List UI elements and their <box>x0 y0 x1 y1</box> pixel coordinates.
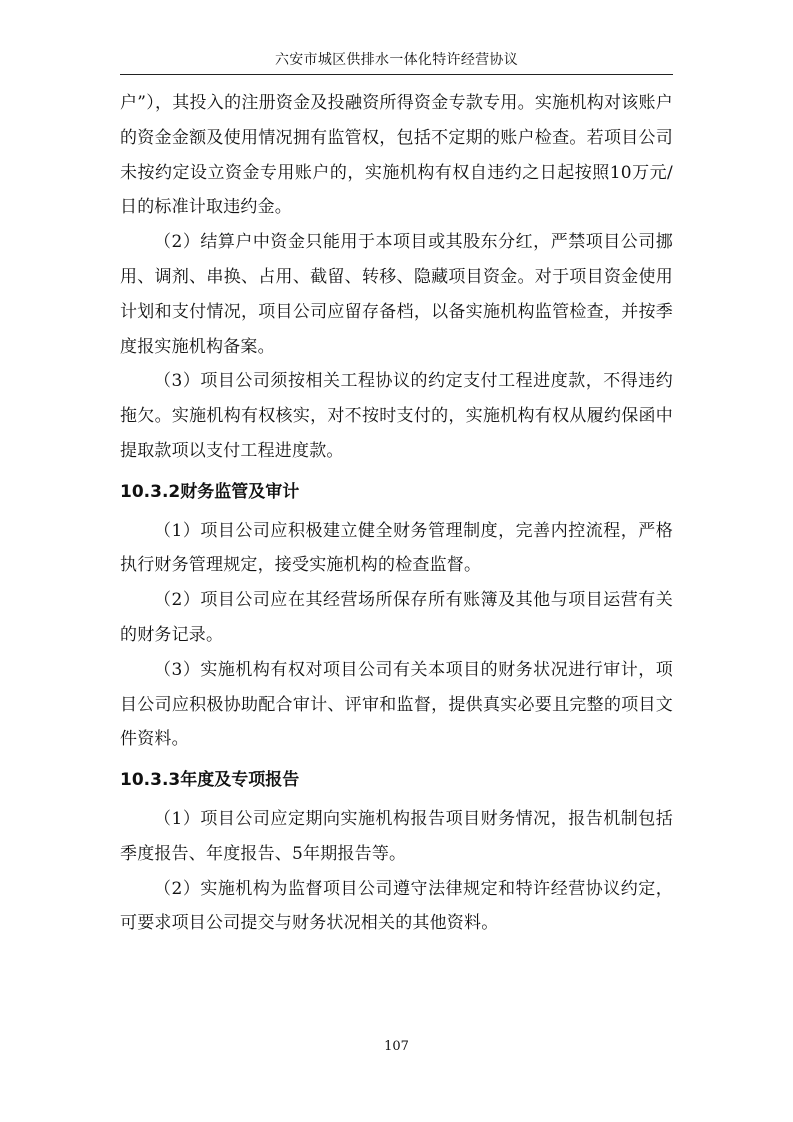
section-heading-10-3-2: 10.3.2财务监管及审计 <box>120 481 300 502</box>
paragraph-item-3-audit: （3）实施机构有权对项目公司有关本项目的财务状况进行审计，项目公司应积极协助配合审计、评审和监督，提供真实必要且完整的项目文件资料。 <box>120 659 673 750</box>
paragraph-item-2-settlement-account: （2）结算户中资金只能用于本项目或其股东分红，严禁项目公司挪用、调剂、串换、占用、截留、转移、隐藏项目资金。对于项目资金使用计划和支付情况，项目公司应留存备档，以备实施机构监管检查，并按季度报实施机构备案。 <box>120 232 673 357</box>
paragraph-item-1-financial-system: （1）项目公司应积极建立健全财务管理制度，完善内控流程，严格执行财务管理规定，接受实施机构的检查监督。 <box>120 520 673 576</box>
running-header: 六安市城区供排水一体化特许经营协议 <box>274 52 519 68</box>
paragraph-item-2-additional-materials: （2）实施机构为监督项目公司遵守法律规定和特许经营协议约定，可要求项目公司提交与财务状况相关的其他资料。 <box>120 878 673 934</box>
page-number: 107 <box>384 1039 409 1054</box>
header-divider <box>120 74 673 75</box>
document-body <box>120 86 673 941</box>
paragraph-item-3-progress-payment: （3）项目公司须按相关工程协议的约定支付工程进度款，不得违约拖欠。实施机构有权核实，对不按时支付的，实施机构有权从履约保函中提取款项以支付工程进度款。 <box>120 371 673 461</box>
section-heading-10-3-3: 10.3.3年度及专项报告 <box>120 770 300 791</box>
paragraph-item-1-reporting: （1）项目公司应定期向实施机构报告项目财务情况，报告机制包括季度报告、年度报告、5年期报告等。 <box>120 808 673 864</box>
paragraph-continuation: 户”），其投入的注册资金及投融资所得资金专款专用。实施机构对该账户的资金金额及使用情况拥有监管权，包括不定期的账户检查。若项目公司未按约定设立资金专用账户的，实施机构有权自违约之日起按照10万元/日的标准计取违约金。 <box>120 93 673 218</box>
paragraph-item-2-financial-records: （2）项目公司应在其经营场所保存所有账簿及其他与项目运营有关的财务记录。 <box>120 590 673 645</box>
